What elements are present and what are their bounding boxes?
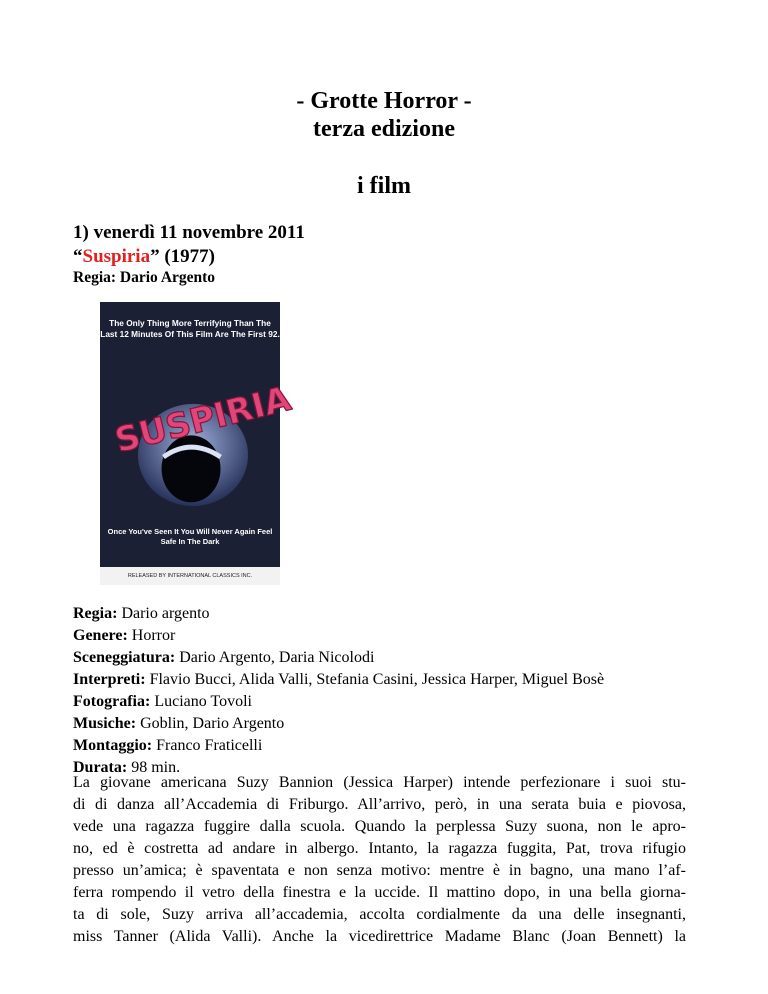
synopsis-line: presso un’amica; è spaventata e non senza motivo: mentre è in bagno, una mano l’af- [73, 862, 686, 879]
director-line: Regia: Dario Argento [73, 269, 216, 286]
section-heading: i film [357, 173, 411, 199]
document-title: - Grotte Horror - [296, 88, 472, 114]
detail-fotografia: Fotografia: Luciano Tovoli [73, 693, 252, 710]
detail-regia: Regia: Dario argento [73, 605, 210, 622]
synopsis-line: La giovane americana Suzy Bannion (Jessica Harper) intende perfezionare i suoi stu- [73, 774, 686, 791]
synopsis-line: vede una ragazza fuggire dalla scuola. Quando la perplessa Suzy suona, non le apro- [73, 818, 686, 835]
quote-open: “ [73, 246, 83, 267]
poster-tagline-top: The Only Thing More Terrifying Than The Last 12 Minutes Of This Film Are The First 92. [100, 318, 280, 339]
film-title: Suspiria [82, 246, 151, 267]
edition-subtitle: terza edizione [313, 116, 455, 142]
synopsis-line: ferra rompendo il vetro della finestra e la uccide. Il mattino dopo, in una bella giorna- [73, 884, 686, 901]
detail-genere: Genere: Horror [73, 627, 176, 644]
svg-text:SUSPIRIA: SUSPIRIA [111, 378, 295, 462]
detail-montaggio: Montaggio: Franco Fraticelli [73, 737, 263, 754]
poster-tagline-bottom: Once You've Seen It You Will Never Again Feel Safe In The Dark [107, 527, 273, 546]
suspiria-logo [110, 356, 295, 462]
detail-durata: Durata: 98 min. [73, 759, 181, 776]
synopsis-line: no, ed è costretta ad andare in albergo. Intanto, la ragazza fuggita, Pat, trova rifugio [73, 840, 686, 857]
synopsis-line: di di danza all’Accademia di Friburgo. All’arrivo, però, in una serata buia e piovosa, [73, 796, 686, 813]
movie-poster [100, 302, 295, 585]
film-year: ” (1977) [150, 246, 215, 267]
detail-sceneggiatura: Sceneggiatura: Dario Argento, Daria Nicolodi [73, 649, 375, 666]
detail-musiche: Musiche: Goblin, Dario Argento [73, 715, 285, 732]
poster-credit: RELEASED BY INTERNATIONAL CLASSICS INC. [100, 567, 280, 585]
synopsis-paragraph [73, 772, 686, 948]
synopsis-line: miss Tanner (Alida Valli). Anche la vicedirettrice Madame Blanc (Joan Bennett) la [73, 928, 686, 945]
synopsis-line: ta di sole, Suzy arriva all’accademia, accolta cordialmente da una delle insegnanti, [73, 906, 686, 923]
screening-date: 1) venerdì 11 novembre 2011 [73, 222, 305, 243]
film-title-line [73, 245, 215, 269]
film-details [73, 603, 604, 779]
detail-interpreti: Interpreti: Flavio Bucci, Alida Valli, Stefania Casini, Jessica Harper, Miguel Bosè [73, 671, 605, 688]
